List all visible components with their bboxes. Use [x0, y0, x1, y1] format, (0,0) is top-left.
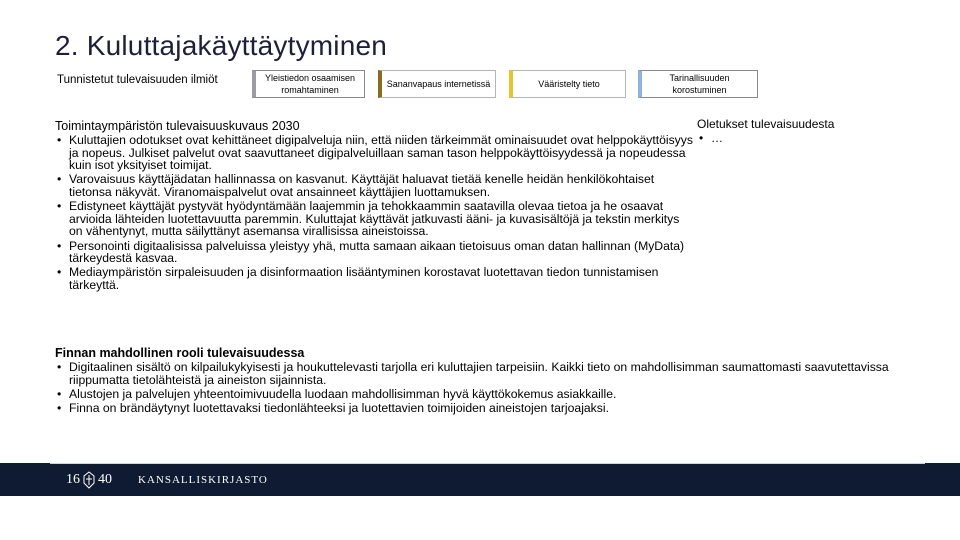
list-item: • …: [697, 132, 897, 145]
phenomenon-box-freedom-of-speech: Sananvapaus internetissä: [378, 70, 496, 98]
list-item: • Finna on brändäytynyt luotettavaksi tiedonlähteeksi ja luotettavien toimijoiden aineistojen tarjoajaksi.: [55, 402, 935, 415]
library-name: KANSALLISKIRJASTO: [138, 474, 268, 486]
finna-role-heading: Finnan mahdollinen rooli tulevaisuudessa: [55, 346, 305, 360]
finna-role-list: [55, 361, 935, 415]
list-item: • Mediaympäristön sirpaleisuuden ja disinformaation lisääntyminen korostavat luotettavan tiedon tunnistamisen tärkeyttä.: [55, 266, 695, 291]
future-description-heading: Toimintaympäristön tulevaisuuskuvaus 2030: [55, 119, 300, 133]
list-item: • Varovaisuus käyttäjädatan hallinnassa on kasvanut. Käyttäjät haluavat tietää kenelle heidän henkilökohtaiset tietonsa näkyvät. Viranomaispalvelut ovat ansainneet käyttäjien luottamuksen.: [55, 173, 695, 198]
future-description-list: [55, 134, 695, 292]
finna-role-section: [55, 346, 935, 416]
footer-divider: [50, 463, 925, 464]
phenomenon-box-general-knowledge: Yleistiedon osaamisen romahtaminen: [252, 70, 365, 98]
phenomenon-box-distorted-info: Vääristelty tieto: [509, 70, 626, 98]
page-title: 2. Kuluttajakäyttäytyminen: [55, 30, 388, 61]
future-description-section: [55, 119, 695, 293]
list-item: • Alustojen ja palvelujen yhteentoimivuudella luodaan mahdollisimman hyvä käyttökokemus asiakkaille.: [55, 388, 935, 401]
list-item: • Digitaalinen sisältö on kilpailukykyisesti ja houkuttelevasti tarjolla eri kuluttajien tarpeisiin. Kaikki tieto on mahdollisimman saumattomasti saavutettavissa riippumatta tietolähteistä ja aineiston sijainnista.: [55, 361, 935, 386]
logo-year-right: 40: [98, 472, 112, 487]
phenomena-label: Tunnistetut tulevaisuuden ilmiöt: [57, 74, 218, 86]
phenomenon-box-storytelling: Tarinallisuuden korostuminen: [638, 70, 758, 98]
list-item: • Personointi digitaalisissa palveluissa yleistyy yhä, mutta samaan aikaan tietoisuus oman datan hallinnan (MyData) tärkeydestä kasvaa.: [55, 240, 695, 265]
crest-icon: [82, 471, 96, 489]
logo-year-left: 16: [66, 472, 80, 487]
assumptions-list: [697, 132, 897, 145]
assumptions-heading: Oletukset tulevaisuudesta: [697, 117, 835, 131]
assumptions-section: [697, 117, 897, 146]
list-item: • Edistyneet käyttäjät pystyvät hyödyntämään laajemmin ja tehokkaammin saatavilla olevaa tietoa ja he osaavat arvioida lähteiden luotettavuutta paremmin. Kuluttajat käyttävät jatkuvasti ääni- ja kuvasisältöjä ja tekstin merkitys on vähentynyt, mutta säilyttänyt asemansa virallisissa aineistoissa.: [55, 200, 695, 238]
list-item: • Kuluttajien odotukset ovat kehittäneet digipalveluja niin, että niiden tärkeimmät ominaisuudet ovat helppokäyttöisyys ja nopeus. Julkiset palvelut ovat saavuttaneet digipalveluillaan saman tason helppokäyttöisyydessä ja nopeudessa kuin isot yksityiset toimijat.: [55, 134, 695, 172]
library-logo: [66, 471, 112, 489]
